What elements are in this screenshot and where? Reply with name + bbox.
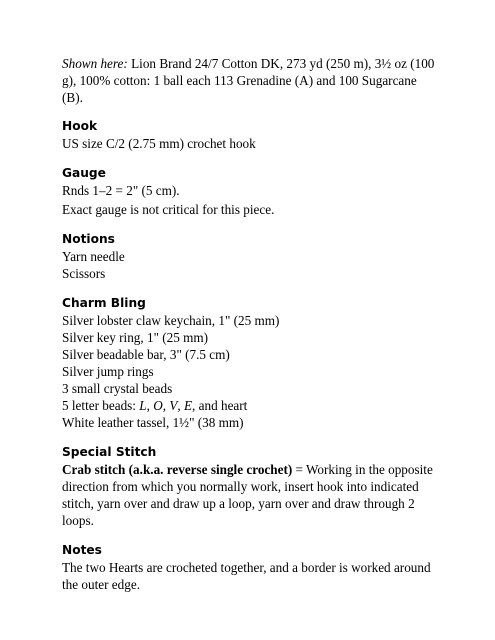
notes-text: The two Hearts are crocheted together, and a border is worked around the outer edge. <box>62 560 431 592</box>
charm-bling-list <box>62 312 437 431</box>
letter-beads-item <box>62 397 437 414</box>
charm-item: Silver lobster claw keychain, 1" (25 mm) <box>62 313 280 328</box>
notion-item: Scissors <box>62 266 106 281</box>
letter-beads-suffix: , and heart <box>192 398 248 413</box>
hook-text: US size C/2 (2.75 mm) crochet hook <box>62 136 256 151</box>
notions-heading: Notions <box>62 232 115 246</box>
gauge-line: Rnds 1–2 = 2" (5 cm). <box>62 183 180 198</box>
letter-sep: , <box>162 398 170 413</box>
notions-section <box>62 231 437 282</box>
charm-item: 3 small crystal beads <box>62 381 173 396</box>
materials-intro <box>62 55 437 106</box>
stitch-term: Crab stitch (a.k.a. reverse single crochet) <box>62 462 293 477</box>
shown-here-label: Shown here: <box>62 56 128 71</box>
hook-heading: Hook <box>62 119 98 133</box>
letter-sep: , <box>177 398 184 413</box>
letter-sep: , <box>146 398 154 413</box>
notion-item: Yarn needle <box>62 249 125 264</box>
charm-item: Silver beadable bar, 3" (7.5 cm) <box>62 347 230 362</box>
charm-bling-section <box>62 295 437 431</box>
letter-v: V <box>169 398 178 413</box>
letter-e: E <box>183 398 193 413</box>
letter-l: L <box>139 398 147 413</box>
gauge-section <box>62 165 437 218</box>
notions-list <box>62 248 437 282</box>
stitch-definition: = Working in the opposite direction from which you normally work, insert hook into indicated stitch, yarn over and draw up a loop, yarn over and draw through 2 loops. <box>62 462 433 528</box>
gauge-note: Exact gauge is not critical for this piece. <box>62 202 275 217</box>
notes-heading: Notes <box>62 543 102 557</box>
notes-section <box>62 542 437 593</box>
letter-beads-prefix: 5 letter beads: <box>62 398 140 413</box>
special-stitch-section <box>62 444 437 529</box>
special-stitch-heading: Special Stitch <box>62 445 157 459</box>
charm-item: Silver key ring, 1" (25 mm) <box>62 330 209 345</box>
yarn-description: Lion Brand 24/7 Cotton DK, 273 yd (250 m), 3½ oz (100 g), 100% cotton: 1 ball each 113 Grenadine (A) and 100 Sugarcane (B). <box>62 56 435 105</box>
gauge-heading: Gauge <box>62 166 106 180</box>
letter-o: O <box>153 398 163 413</box>
hook-section <box>62 118 437 152</box>
charm-bling-heading: Charm Bling <box>62 296 146 310</box>
pattern-materials-page <box>62 55 437 593</box>
charm-item: White leather tassel, 1½" (38 mm) <box>62 415 244 430</box>
charm-item: Silver jump rings <box>62 364 154 379</box>
special-stitch-text <box>62 461 437 529</box>
